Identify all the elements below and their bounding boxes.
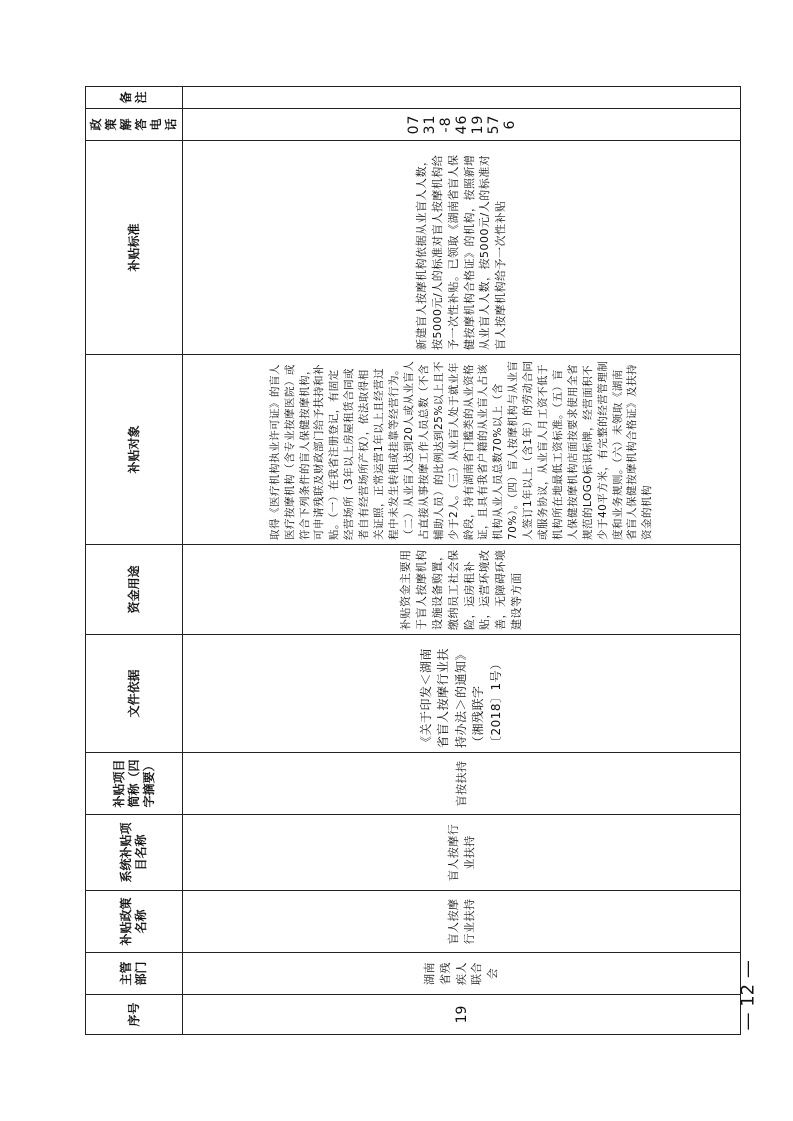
- header-remark: 备注: [86, 87, 183, 109]
- header-standard: 补贴标准: [86, 141, 183, 355]
- cell-seq: 19: [183, 995, 741, 1035]
- header-dept: 主管部门: [86, 953, 183, 995]
- cell-remark: [183, 87, 741, 109]
- header-doc-basis: 文件依据: [86, 635, 183, 753]
- header-seq: 序号: [86, 995, 183, 1035]
- header-fund-use: 资金用途: [86, 545, 183, 635]
- header-target: 补贴对象: [86, 355, 183, 545]
- page-number: — 12 —: [737, 960, 759, 1031]
- cell-target: 取得《医疗机构执业许可证》的盲人医疗按摩机构（含专业按摩医院）或符合下列条件的盲人保健按摩机构，可申请残联及财政部门给予扶持和补贴。（一）在我省注册登记，有固定经营场所（3年以上房屋租赁合同或者自有经营场所产权），依法取得相关证照，正常运营1年以上且经营过程中未发生转租或挂靠等经营行为。（二）从业盲人达到20人或从业盲人占直接从事按摩工作人员总数（不含辅助人员）的比例达到25%以上且不少于2人。（三）从业盲人处于就业年龄段，持有湖南省门槛类的从业资格证，且具有我省户籍的从业盲人占该机构从业人员总数70%以上（含70%）。（四）盲人按摩机构与从业盲人签订1年以上（含1年）的劳动合同或服务协议，从业盲人月工资不低于机构所在地最低工资标准。（五）盲人保健按摩机构店面按要求使用全省规范的LOGO标识标牌，经营面积不少于40平方米，有完整的经营管理制度和业务规则。（六）未领取《湖南省盲人保健按摩机构合格证》及扶持资金的机构: [183, 355, 741, 545]
- cell-fund-use: 补贴资金主要用于盲人按摩机构设施设备购置，缴纳员工社会保险，运房租补贴，运营环境改善，无障碍环境建设等方面: [183, 545, 741, 635]
- subsidy-table: [85, 86, 741, 1035]
- cell-phone: 0731-84619576: [183, 109, 741, 141]
- cell-dept: 湖南省残疾人联合会: [183, 953, 741, 995]
- rotated-table-frame: [85, 87, 741, 1035]
- header-row: [86, 87, 183, 1035]
- cell-short-name: 盲按扶持: [183, 753, 741, 815]
- cell-policy-name: 盲人按摩行业扶持: [183, 891, 741, 953]
- header-phone: 政策解答电话: [86, 109, 183, 141]
- header-system-name: 系统补贴项目名称: [86, 815, 183, 891]
- header-short-name: 补贴项目简称（四字摘要）: [86, 753, 183, 815]
- cell-doc-basis: 《关于印发＜湖南省盲人按摩行业扶持办法＞的通知》（湘残联字〔2018〕1号）: [183, 635, 741, 753]
- table-row: [183, 87, 741, 1035]
- cell-standard: 新建盲人按摩机构依据从业盲人人数，按5000元/人的标准对盲人按摩机构给予一次性补贴。已领取《湖南省盲人保健按摩机构合格证》的机构，按照新增从业盲人人数，按5000元/人的标准对盲人按摩机构给予一次性补贴: [183, 141, 741, 355]
- cell-system-name: 盲人按摩行业扶持: [183, 815, 741, 891]
- header-policy-name: 补贴政策名称: [86, 891, 183, 953]
